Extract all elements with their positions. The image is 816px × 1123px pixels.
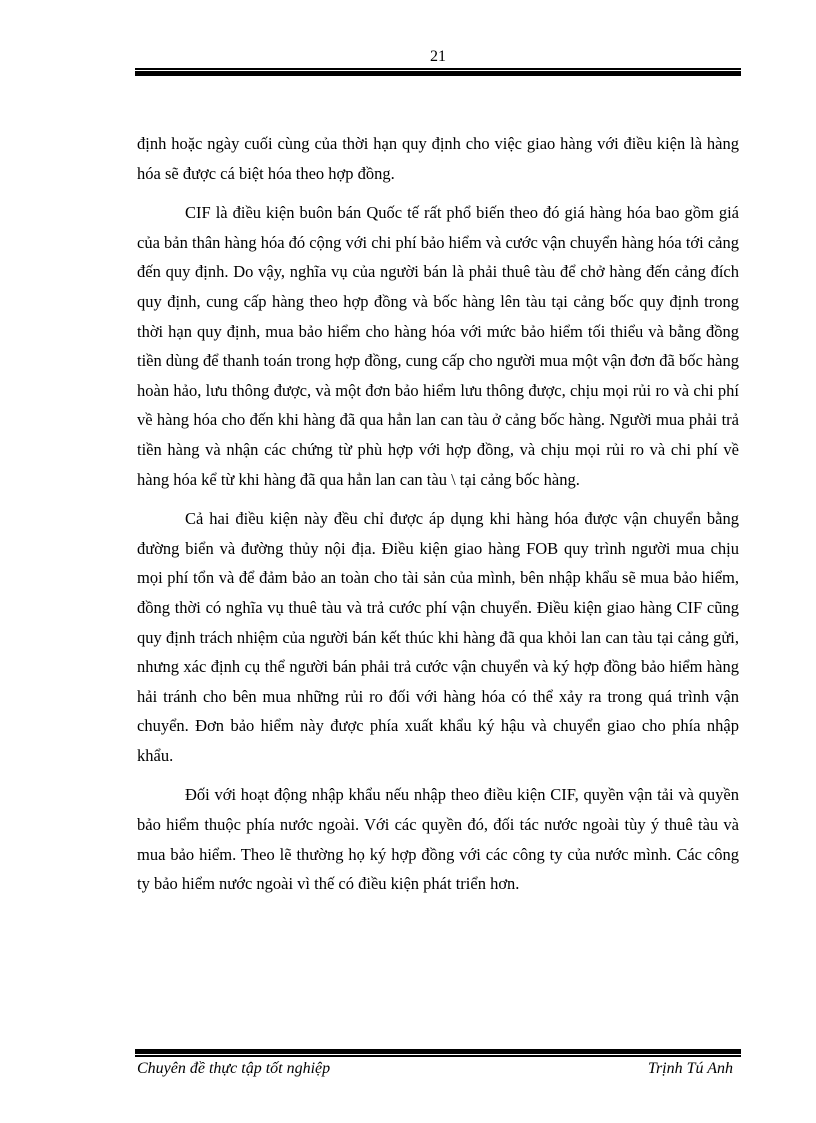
footer-rule-thin [135, 1055, 741, 1057]
paragraph-cif: CIF là điều kiện buôn bán Quốc tế rất phổ biến theo đó giá hàng hóa bao gồm giá của bản thân hàng hóa đó cộng với chi phí bảo hiểm và cước vận chuyển hàng hóa tới cảng đến quy định. Do vậy, nghĩa vụ của người bán là phải thuê tàu để chở hàng đến cảng đích quy định, cung cấp hàng theo hợp đồng và bốc hàng lên tàu tại cảng bốc quy định trong thời hạn quy định, mua bảo hiểm cho hàng hóa với mức bảo hiểm tối thiểu và bằng đồng tiền dùng để thanh toán trong hợp đồng, cung cấp cho người mua một vận đơn đã bốc hàng hoàn hảo, lưu thông được, và một đơn bảo hiểm lưu thông được, chịu mọi rủi ro và chi phí về hàng hóa cho đến khi hàng đã qua hẳn lan can tàu ở cảng bốc hàng. Người mua phải trả tiền hàng và nhận các chứng từ phù hợp với hợp đồng, và chịu mọi rủi ro và chi phí về hàng hóa kể từ khi hàng đã qua hẳn lan can tàu \ tại cảng bốc hàng. [137, 203, 739, 489]
footer-rule-thick [135, 1049, 741, 1054]
body-text [137, 129, 739, 909]
header-rule-thin [135, 68, 741, 70]
footer-left: Chuyên đề thực tập tốt nghiệp [137, 1060, 331, 1077]
paragraph-import: Đối với hoạt động nhập khẩu nếu nhập theo điều kiện CIF, quyền vận tải và quyền bảo hiểm thuộc phía nước ngoài. Với các quyền đó, đối tác nước ngoài tùy ý thuê tàu và mua bảo hiểm. Theo lẽ thường họ ký hợp đồng với các công ty của nước mình. Các công ty bảo hiểm nước ngoài vì thế có điều kiện phát triển hơn. [137, 785, 739, 894]
footer-right: Trịnh Tú Anh [647, 1060, 733, 1077]
header-rule-thick [135, 71, 741, 76]
page-number: 21 [430, 48, 446, 65]
paragraph-fob-cif: Cả hai điều kiện này đều chỉ được áp dụng khi hàng hóa được vận chuyển bằng đường biển và đường thủy nội địa. Điều kiện giao hàng FOB quy trình người mua chịu mọi phí tổn và để đảm bảo an toàn cho tài sản của mình, bên nhập khẩu sẽ mua bảo hiểm, đồng thời có nghĩa vụ thuê tàu và trả cước phí vận chuyển. Điều kiện giao hàng CIF cũng quy định trách nhiệm của người bán kết thúc khi hàng đã qua khỏi lan can tàu tại cảng gửi, nhưng xác định cụ thể người bán phải trả cước vận chuyển và ký hợp đồng bảo hiểm hàng hải tránh cho bên mua những rủi ro đối với hàng hóa có thể xảy ra trong quá trình vận chuyển. Đơn bảo hiểm này được phía xuất khẩu ký hậu và chuyển giao cho phía nhập khẩu. [137, 509, 739, 765]
paragraph-continued: định hoặc ngày cuối cùng của thời hạn quy định cho việc giao hàng với điều kiện là hàng hóa sẽ được cá biệt hóa theo hợp đồng. [137, 134, 739, 183]
